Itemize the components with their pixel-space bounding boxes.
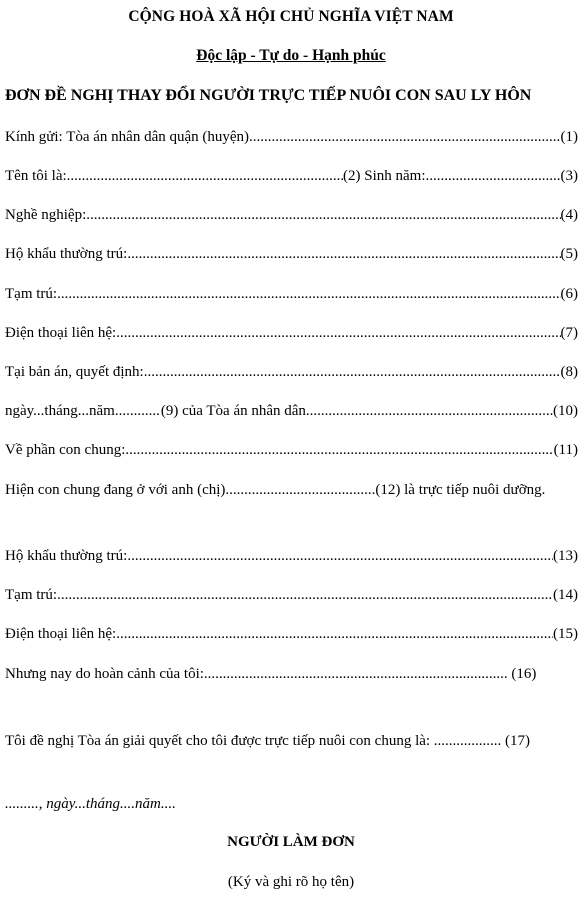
birth-label: (2) Sinh năm: bbox=[343, 168, 426, 184]
name-line bbox=[5, 166, 578, 186]
fill-dots bbox=[127, 244, 560, 264]
judgment-date-line bbox=[5, 401, 578, 421]
fill-dots bbox=[67, 166, 343, 186]
field-number: (11) bbox=[553, 442, 578, 458]
national-motto: Độc lập - Tự do - Hạnh phúc bbox=[196, 47, 386, 64]
residence-line bbox=[5, 244, 578, 264]
phone-label: Điện thoại liên hệ: bbox=[5, 325, 117, 341]
carer-phone-label: Điện thoại liên hệ: bbox=[5, 626, 117, 642]
job-line bbox=[5, 205, 578, 225]
fill-dots bbox=[116, 323, 560, 343]
carer-temp-line bbox=[5, 585, 578, 605]
field-number: (15) bbox=[553, 626, 578, 642]
court-label: (9) của Tòa án nhân dân bbox=[160, 403, 306, 419]
judgment-label: Tại bản án, quyết định: bbox=[5, 364, 144, 380]
field-number: (8) bbox=[560, 364, 578, 380]
name-label: Tên tôi là: bbox=[5, 168, 67, 184]
recipient-label: Kính gửi: Tòa án nhân dân quận (huyện) bbox=[5, 129, 250, 145]
phone-line bbox=[5, 323, 578, 343]
job-label: Nghề nghiệp: bbox=[5, 207, 87, 223]
temp-line bbox=[5, 284, 578, 304]
child-label: Về phần con chung: bbox=[5, 442, 126, 458]
document-title: ĐƠN ĐỀ NGHỊ THAY ĐỔI NGƯỜI TRỰC TIẾP NUÔI CON SAU LY HÔN bbox=[5, 87, 532, 104]
field-number: (1) bbox=[560, 129, 578, 145]
judgment-line bbox=[5, 362, 578, 382]
judgment-date-label: ngày...tháng...năm bbox=[5, 403, 115, 419]
fill-dots bbox=[144, 362, 561, 382]
field-number: (5) bbox=[560, 246, 578, 262]
fill-dots bbox=[426, 166, 561, 186]
fill-dots bbox=[249, 127, 560, 147]
circumstance-paragraph: Nhưng nay do hoàn cảnh của tôi:................................................................................. (16) bbox=[5, 666, 537, 682]
field-number: (13) bbox=[553, 548, 578, 564]
carer-residence-label: Hộ khẩu thường trú: bbox=[5, 548, 128, 564]
field-number: (6) bbox=[560, 286, 578, 302]
field-number: (14) bbox=[553, 587, 578, 603]
national-name: CỘNG HOÀ XÃ HỘI CHỦ NGHĨA VIỆT NAM bbox=[128, 8, 454, 25]
temp-label: Tạm trú: bbox=[5, 286, 58, 302]
fill-dots bbox=[116, 624, 553, 644]
fill-dots bbox=[57, 284, 560, 304]
carer-residence-line bbox=[5, 546, 578, 566]
fill-dots bbox=[86, 205, 560, 225]
field-number: (7) bbox=[560, 325, 578, 341]
fill-dots bbox=[57, 585, 553, 605]
signer-title: NGƯỜI LÀM ĐƠN bbox=[227, 834, 355, 850]
fill-dots bbox=[115, 401, 161, 421]
recipient-line bbox=[5, 127, 578, 147]
request-paragraph: Tôi đề nghị Tòa án giải quyết cho tôi được trực tiếp nuôi con chung là: .................. (17) bbox=[5, 733, 531, 749]
field-number: (4) bbox=[560, 207, 578, 223]
current-carer-paragraph: Hiện con chung đang ở với anh (chị)........................................(12) là trực tiếp nuôi dưỡng. bbox=[5, 482, 546, 498]
fill-dots bbox=[125, 440, 553, 460]
field-number: (10) bbox=[553, 403, 578, 419]
field-number: (3) bbox=[560, 168, 578, 184]
fill-dots bbox=[127, 546, 553, 566]
carer-phone-line bbox=[5, 624, 578, 644]
signature-note: (Ký và ghi rõ họ tên) bbox=[227, 874, 355, 890]
carer-temp-label: Tạm trú: bbox=[5, 587, 58, 603]
residence-label: Hộ khẩu thường trú: bbox=[5, 246, 128, 262]
fill-dots bbox=[306, 401, 553, 421]
signing-date: ........., ngày...tháng....năm.... bbox=[5, 796, 176, 812]
child-line bbox=[5, 440, 578, 460]
